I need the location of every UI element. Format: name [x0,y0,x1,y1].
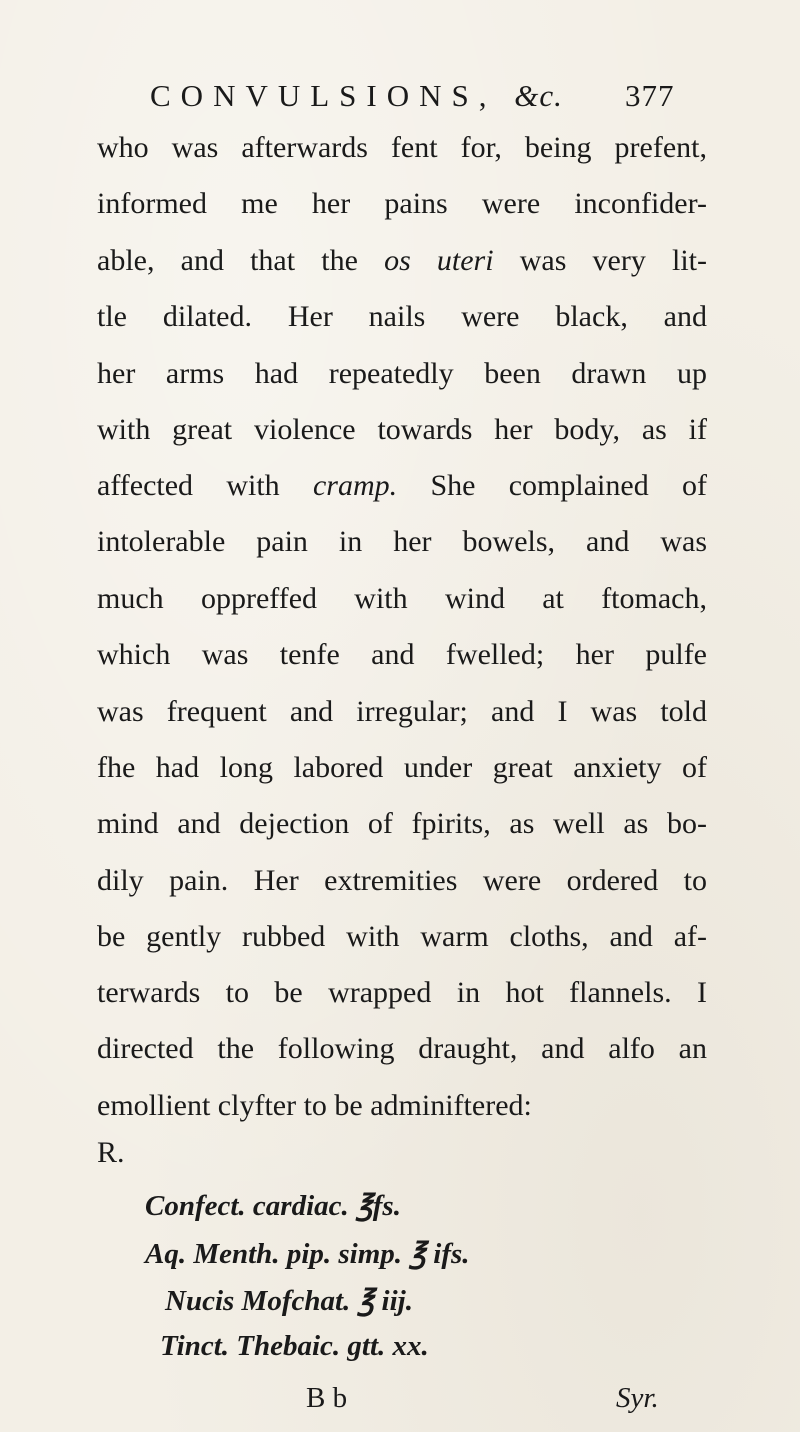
body-line-2: informed me her pains were inconfider- [97,187,707,220]
term-cramp: cramp. [312,469,398,502]
body-line-8: intolerable pain in her bowels, and was [97,525,707,558]
running-title-etc: &c. [514,78,563,113]
prescription-item-3: Nucis Mofchat. ℥ iij. [165,1285,413,1317]
body-line-5: her arms had repeatedly been drawn up [97,357,707,390]
body-line-6: with great violence towards her body, as if [97,413,707,446]
body-line-16: terwards to be wrapped in hot flannels. I [97,976,707,1009]
body-line-7: affected with cramp. She complained of [97,469,707,502]
body-line-9: much oppreffed with wind at ftomach, [97,582,707,615]
body-line-10: which was tenfe and fwelled; her pulfe [97,638,707,671]
prescription-item-4: Tinct. Thebaic. gtt. xx. [160,1330,429,1362]
body-line-1: who was afterwards fent for, being prefent, [97,131,707,164]
body-line-18: emollient clyfter to be adminiftered: [97,1089,532,1122]
running-header [150,78,710,118]
prescription-item-2: Aq. Menth. pip. simp. ℥ ifs. [145,1238,470,1270]
body-line-11: was frequent and irregular; and I was told [97,695,707,728]
body-line-13: mind and dejection of fpirits, as well as bo- [97,807,707,840]
body-line-15: be gently rubbed with warm cloths, and af- [97,920,707,953]
catchword: Syr. [616,1382,659,1414]
body-line-17: directed the following draught, and alfo an [97,1032,707,1065]
page-number: 377 [625,78,675,113]
signature-mark: B b [306,1382,348,1414]
running-title: CONVULSIONS, &c. [150,78,563,113]
latin-term-os-uteri: os uteri [384,244,494,277]
body-line-3: able, and that the os uteri was very lit- [97,244,707,277]
recipe-symbol: R. [97,1136,125,1169]
body-line-14: dily pain. Her extremities were ordered to [97,864,707,897]
body-line-12: fhe had long labored under great anxiety of [97,751,707,784]
prescription-item-1: Confect. cardiac. ℥fs. [145,1190,401,1222]
body-line-4: tle dilated. Her nails were black, and [97,300,707,333]
